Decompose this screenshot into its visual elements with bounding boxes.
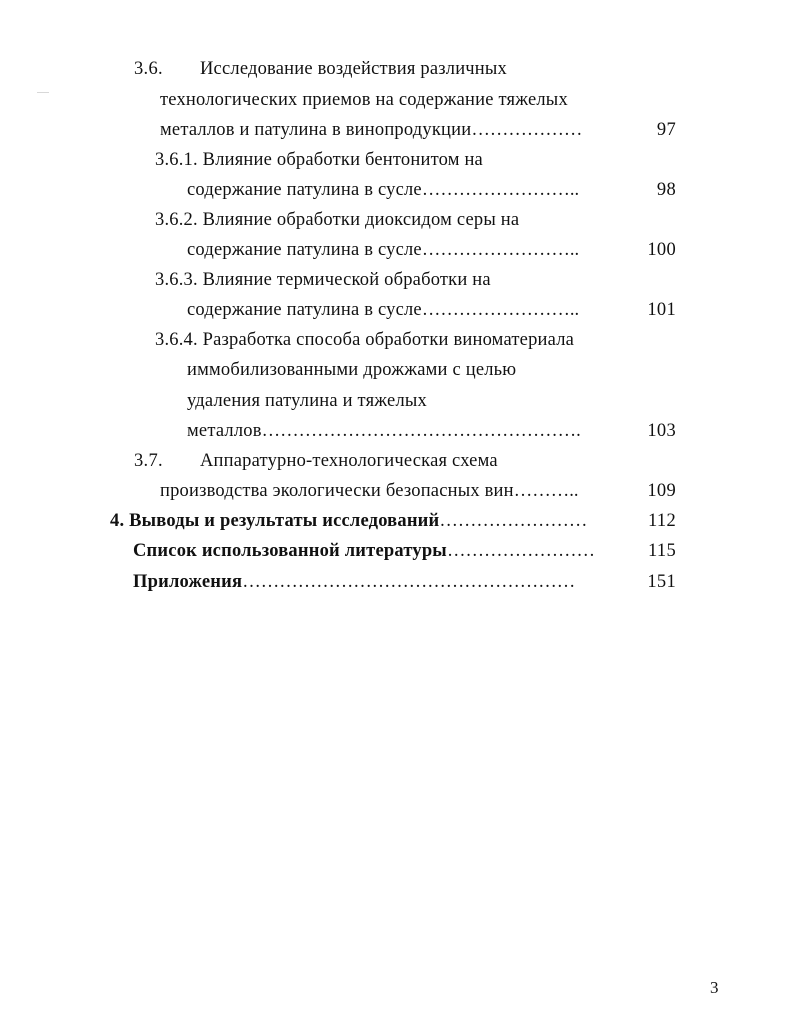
toc-leader-dots: ……………………………………………. <box>261 421 581 441</box>
toc-section-3-7-title-line-2 <box>160 480 622 502</box>
toc-section-3-6-3-page: 101 <box>647 300 676 320</box>
toc-section-3-6-page: 97 <box>656 120 676 140</box>
toc-section-3-6-2-title-line-1: 3.6.2. Влияние обработки диоксидом серы на <box>155 210 520 230</box>
toc-section-3-6-3-title-text: содержание патулина в сусле <box>187 300 422 320</box>
page-number: 3 <box>710 978 719 997</box>
toc-section-3-6-4-page: 103 <box>647 421 676 441</box>
toc-section-3-6-4-title-line-4 <box>187 420 622 442</box>
toc-section-3-6-3-title-line-1: 3.6.3. Влияние термической обработки на <box>155 270 491 290</box>
toc-section-3-6-3-title-line-2 <box>187 299 622 321</box>
toc-section-3-6-title-text: металлов и патулина в винопродукции <box>160 120 472 140</box>
toc-leader-dots: …………………… <box>439 511 588 531</box>
toc-chapter-4-title-text: 4. Выводы и результаты исследований <box>110 511 440 531</box>
toc-section-3-6-2-title-line-2 <box>187 239 622 261</box>
toc-leader-dots: …………………….. <box>421 300 580 320</box>
toc-section-3-6-title-line-2: технологических приемов на содержание тяжелых <box>160 90 568 110</box>
toc-references-title-text: Список использованной литературы <box>133 541 447 561</box>
toc-appendix-page: 151 <box>647 572 676 592</box>
toc-section-3-6-4-title-text: металлов <box>187 421 262 441</box>
toc-section-3-6-1-page: 98 <box>656 180 676 200</box>
toc-section-3-6-title-line-3 <box>160 119 622 141</box>
toc-section-3-6-1-title-line-1: 3.6.1. Влияние обработки бентонитом на <box>155 150 483 170</box>
toc-section-3-7-page: 109 <box>647 481 676 501</box>
toc-leader-dots: ……………… <box>471 120 583 140</box>
toc-section-3-6-title-line-1: Исследование воздействия различных <box>200 59 507 79</box>
toc-section-3-6-1-title-line-2 <box>187 179 622 201</box>
toc-section-3-7-title-text: производства экологически безопасных вин <box>160 481 514 501</box>
toc-section-3-6-1-title-text: содержание патулина в сусле <box>187 180 422 200</box>
toc-leader-dots: ……………………………………………… <box>242 572 576 592</box>
toc-section-3-6-4-title-line-2: иммобилизованными дрожжами с целью <box>187 360 517 380</box>
toc-chapter-4-title <box>110 510 622 532</box>
toc-leader-dots: ……….. <box>513 481 579 501</box>
toc-leader-dots: …………………….. <box>421 180 580 200</box>
toc-section-3-7-number: 3.7. <box>134 451 163 471</box>
toc-section-3-6-4-title-line-3: удаления патулина и тяжелых <box>187 391 427 411</box>
toc-appendix-title <box>133 571 622 593</box>
toc-appendix-title-text: Приложения <box>133 572 243 592</box>
toc-leader-dots: …………………….. <box>421 240 580 260</box>
toc-references-title <box>133 540 622 562</box>
toc-leader-dots: …………………… <box>446 541 595 561</box>
toc-section-3-6-4-title-line-1: 3.6.4. Разработка способа обработки виноматериала <box>155 330 575 350</box>
scan-margin-mark <box>37 92 49 93</box>
toc-section-3-6-2-title-text: содержание патулина в сусле <box>187 240 422 260</box>
toc-section-3-6-number: 3.6. <box>134 59 163 79</box>
toc-section-3-7-title-line-1: Аппаратурно-технологическая схема <box>200 451 498 471</box>
toc-section-3-6-2-page: 100 <box>647 240 676 260</box>
toc-chapter-4-page: 112 <box>648 511 676 531</box>
toc-references-page: 115 <box>648 541 676 561</box>
